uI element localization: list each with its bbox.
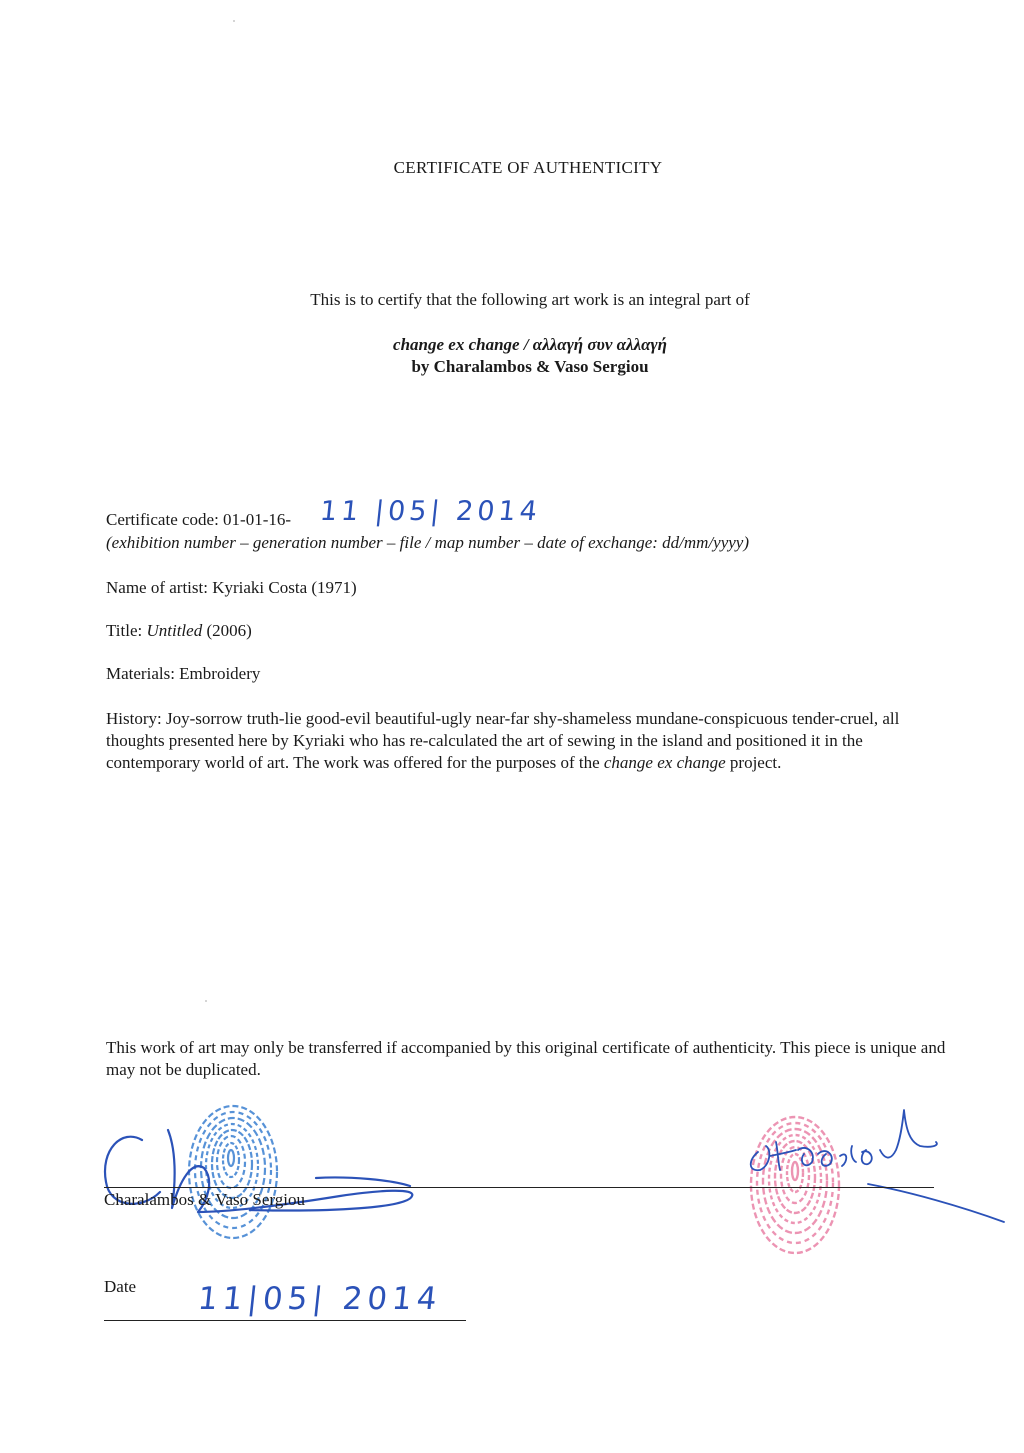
history-field xyxy=(106,708,954,774)
paper-speck xyxy=(233,20,235,22)
artwork-title-field xyxy=(106,621,252,641)
project-artists: by Charalambos & Vaso Sergiou xyxy=(411,357,649,376)
certification-statement: This is to certify that the following art work is an integral part of xyxy=(310,290,750,309)
artwork-title-value: Untitled xyxy=(146,621,203,640)
transfer-note: This work of art may only be transferred if accompanied by this original certificate of authenticity. This piece is unique and may not be duplicated. xyxy=(106,1038,946,1079)
artwork-title-label: Title: xyxy=(106,621,147,640)
date-line xyxy=(104,1320,466,1321)
date-label: Date xyxy=(104,1277,137,1296)
history-label: History: xyxy=(106,709,166,728)
artwork-year: (2006) xyxy=(202,621,252,640)
signature-line xyxy=(104,1187,934,1188)
handwritten-date: 11|05| 2014 xyxy=(196,1281,444,1317)
materials-field xyxy=(106,664,260,684)
project-name: change ex change / αλλαγή συν αλλαγή xyxy=(393,335,667,354)
pink-thumbprint xyxy=(751,1117,839,1253)
certificate-code-format: (exhibition number – generation number – file / map number – date of exchange: dd/mm/yyyy) xyxy=(106,533,750,552)
blue-thumbprint xyxy=(189,1106,277,1238)
certificate-title: CERTIFICATE OF AUTHENTICITY xyxy=(393,158,663,177)
right-signature xyxy=(751,1110,1004,1222)
history-text: Joy-sorrow truth-lie good-evil beautiful-ugly near-far shy-shameless mundane-conspicuous tender-cruel, all thoughts presented here by Kyriaki who has re-calculated the art of sewing in the island and positioned it in the contemporary world of art. The work was offered for the purposes of the xyxy=(106,709,900,772)
certificate-code-label: Certificate code: 01-01-16- xyxy=(106,510,292,529)
materials-value: Embroidery xyxy=(179,664,261,683)
history-project-name: change ex change xyxy=(603,753,726,772)
artist-value: Kyriaki Costa (1971) xyxy=(212,578,357,597)
artist-field xyxy=(106,578,357,598)
certificate-code xyxy=(106,510,291,530)
artist-label: Name of artist: xyxy=(106,578,213,597)
history-end: project. xyxy=(725,753,782,772)
paper-speck xyxy=(205,1000,207,1002)
signatory-name: Charalambos & Vaso Sergiou xyxy=(104,1190,305,1209)
handwritten-code-date: 11 |05| 2014 xyxy=(318,496,543,527)
materials-label: Materials: xyxy=(106,664,180,683)
